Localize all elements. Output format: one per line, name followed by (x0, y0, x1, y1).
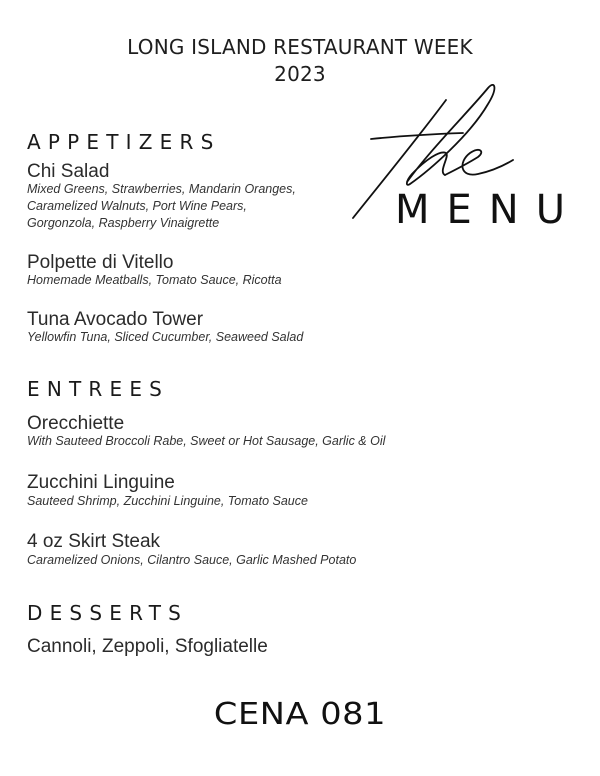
menu-item-name: Cannoli, Zeppoli, Sfogliatelle (27, 636, 268, 657)
menu-logo-word: MENU (395, 187, 582, 233)
menu-item-description (27, 552, 356, 569)
menu-item-name: 4 oz Skirt Steak (27, 531, 161, 552)
menu-item-description (27, 493, 308, 510)
description-line: Sauteed Shrimp, Zucchini Linguine, Tomato Sauce (27, 494, 308, 508)
page-year: 2023 (274, 62, 326, 86)
menu-item-name: Polpette di Vitello (27, 252, 174, 273)
description-line: Caramelized Onions, Cilantro Sauce, Garlic Mashed Potato (27, 553, 357, 567)
description-line: Mixed Greens, Strawberries, Mandarin Oranges, (27, 182, 296, 196)
section-heading-appetizers: APPETIZERS (27, 130, 221, 154)
description-line: Caramelized Walnuts, Port Wine Pears, (27, 199, 247, 213)
description-line: Yellowfin Tuna, Sliced Cucumber, Seaweed Salad (27, 330, 304, 344)
menu-item-description (27, 329, 303, 346)
menu-item-description (27, 272, 282, 289)
description-line: Gorgonzola, Raspberry Vinaigrette (27, 216, 220, 230)
page-title: LONG ISLAND RESTAURANT WEEK (127, 35, 473, 59)
menu-item-name: Zucchini Linguine (27, 472, 175, 493)
description-line: Homemade Meatballs, Tomato Sauce, Ricotta (27, 273, 282, 287)
menu-item-name: Chi Salad (27, 161, 110, 182)
description-line: With Sauteed Broccoli Rabe, Sweet or Hot Sausage, Garlic & Oil (27, 434, 386, 448)
section-heading-entrees: ENTREES (27, 377, 170, 401)
menu-item-name: Tuna Avocado Tower (27, 309, 204, 330)
menu-item-name: Orecchiette (27, 413, 125, 434)
section-heading-desserts: DESSERTS (27, 601, 189, 625)
menu-item-description (27, 181, 296, 232)
restaurant-brand-logo: CENA 081 (213, 697, 387, 732)
menu-item-description (27, 433, 385, 450)
